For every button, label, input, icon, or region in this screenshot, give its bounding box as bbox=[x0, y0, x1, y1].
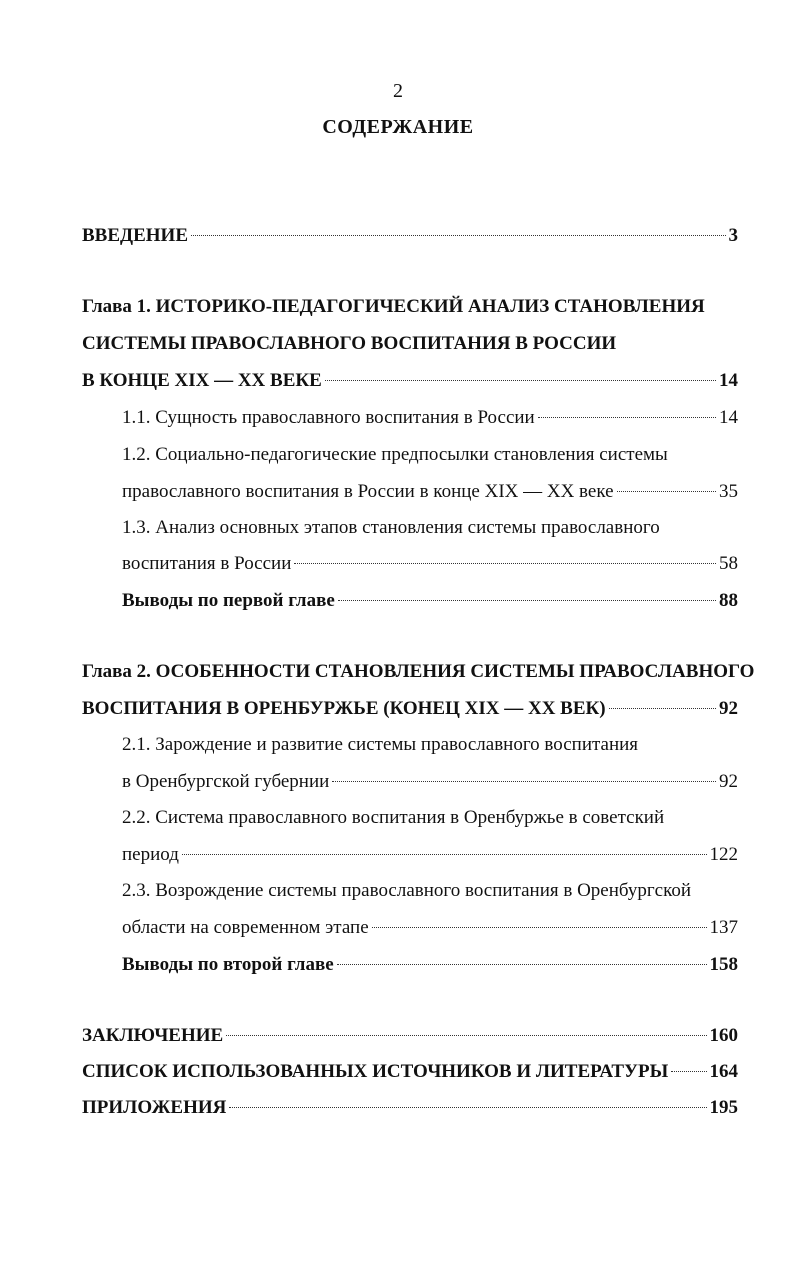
toc-entry-chapter2[interactable] bbox=[82, 694, 738, 724]
toc-entry-text: период bbox=[122, 844, 179, 865]
chapter2-heading-line1: Глава 2. ОСОБЕННОСТИ СТАНОВЛЕНИЯ СИСТЕМЫ ПРАВОСЛАВНОГО bbox=[82, 661, 755, 682]
toc-page-number: 14 bbox=[719, 370, 738, 391]
toc-entry-conclusion[interactable] bbox=[82, 1021, 738, 1051]
toc-entry-sources[interactable] bbox=[82, 1057, 738, 1087]
dot-leader bbox=[617, 491, 716, 492]
toc-entry-section-2-2[interactable] bbox=[122, 840, 738, 870]
toc-entry-text: ВВЕДЕНИЕ bbox=[82, 225, 188, 246]
dot-leader bbox=[191, 235, 726, 236]
toc-page-number: 3 bbox=[728, 225, 738, 246]
dot-leader bbox=[372, 927, 707, 928]
toc-entry-section-1-2[interactable] bbox=[122, 477, 738, 507]
page-title: СОДЕРЖАНИЕ bbox=[322, 116, 474, 138]
toc-page-number: 158 bbox=[709, 954, 738, 975]
toc-entry-intro[interactable] bbox=[82, 221, 738, 251]
page-number: 2 bbox=[393, 80, 403, 102]
toc-entry-text: православного воспитания в России в конце XIX — XX веке bbox=[122, 481, 614, 502]
section-2-2-line1: 2.2. Система православного воспитания в Оренбуржье в советский bbox=[122, 807, 665, 828]
toc-entry-text: СПИСОК ИСПОЛЬЗОВАННЫХ ИСТОЧНИКОВ И ЛИТЕРАТУРЫ bbox=[82, 1061, 669, 1082]
toc-page-number: 58 bbox=[719, 553, 738, 574]
toc-entry-chapter1[interactable] bbox=[82, 366, 738, 396]
toc-entry-appendices[interactable] bbox=[82, 1093, 738, 1123]
toc-entry-conclusions-2[interactable] bbox=[122, 950, 738, 980]
section-2-3-line1: 2.3. Возрождение системы православного воспитания в Оренбургской bbox=[122, 880, 692, 901]
toc-page-number: 160 bbox=[709, 1025, 738, 1046]
toc-entry-text: Выводы по первой главе bbox=[122, 590, 335, 611]
toc-entry-text: в Оренбургской губернии bbox=[122, 771, 330, 792]
toc-entry-text: ВОСПИТАНИЯ В ОРЕНБУРЖЬЕ (КОНЕЦ XIX — XX ВЕК) bbox=[82, 698, 606, 719]
toc-page-number: 14 bbox=[719, 407, 738, 428]
chapter1-heading-line1: Глава 1. ИСТОРИКО-ПЕДАГОГИЧЕСКИЙ АНАЛИЗ СТАНОВЛЕНИЯ bbox=[82, 296, 705, 317]
toc-entry-text: В КОНЦЕ XIX — XX ВЕКЕ bbox=[82, 370, 322, 391]
toc-page-number: 88 bbox=[719, 590, 738, 611]
dot-leader bbox=[229, 1107, 706, 1108]
toc-entry-text: Выводы по второй главе bbox=[122, 954, 334, 975]
dot-leader bbox=[337, 964, 707, 965]
toc-entry-text: воспитания в России bbox=[122, 553, 292, 574]
dot-leader bbox=[538, 417, 716, 418]
dot-leader bbox=[332, 781, 716, 782]
toc-entry-section-2-1[interactable] bbox=[122, 767, 738, 797]
toc-page-number: 164 bbox=[709, 1061, 738, 1082]
dot-leader bbox=[294, 563, 716, 564]
dot-leader bbox=[226, 1035, 706, 1036]
toc-entry-text: области на современном этапе bbox=[122, 917, 369, 938]
toc-page-number: 92 bbox=[719, 698, 738, 719]
section-2-1-line1: 2.1. Зарождение и развитие системы православного воспитания bbox=[122, 734, 639, 755]
section-1-3-line1: 1.3. Анализ основных этапов становления системы православного bbox=[122, 517, 660, 538]
toc-entry-section-2-3[interactable] bbox=[122, 913, 738, 943]
toc-entry-section-1-3[interactable] bbox=[122, 549, 738, 579]
toc-page-number: 137 bbox=[709, 917, 738, 938]
toc-entry-text: ПРИЛОЖЕНИЯ bbox=[82, 1097, 227, 1118]
toc-entry-conclusions-1[interactable] bbox=[122, 586, 738, 616]
dot-leader bbox=[609, 708, 716, 709]
toc-entry-section-1-1[interactable] bbox=[122, 403, 738, 433]
toc-entry-text: 1.1. Сущность православного воспитания в России bbox=[122, 407, 535, 428]
toc-page-number: 122 bbox=[709, 844, 738, 865]
toc-page-number: 35 bbox=[719, 481, 738, 502]
dot-leader bbox=[671, 1071, 706, 1072]
toc-page-number: 195 bbox=[709, 1097, 738, 1118]
section-1-2-line1: 1.2. Социально-педагогические предпосылки становления системы bbox=[122, 444, 668, 465]
dot-leader bbox=[338, 600, 716, 601]
toc-page-number: 92 bbox=[719, 771, 738, 792]
toc-entry-text: ЗАКЛЮЧЕНИЕ bbox=[82, 1025, 224, 1046]
dot-leader bbox=[325, 380, 716, 381]
dot-leader bbox=[182, 854, 707, 855]
chapter1-heading-line2: СИСТЕМЫ ПРАВОСЛАВНОГО ВОСПИТАНИЯ В РОССИИ bbox=[82, 333, 617, 354]
